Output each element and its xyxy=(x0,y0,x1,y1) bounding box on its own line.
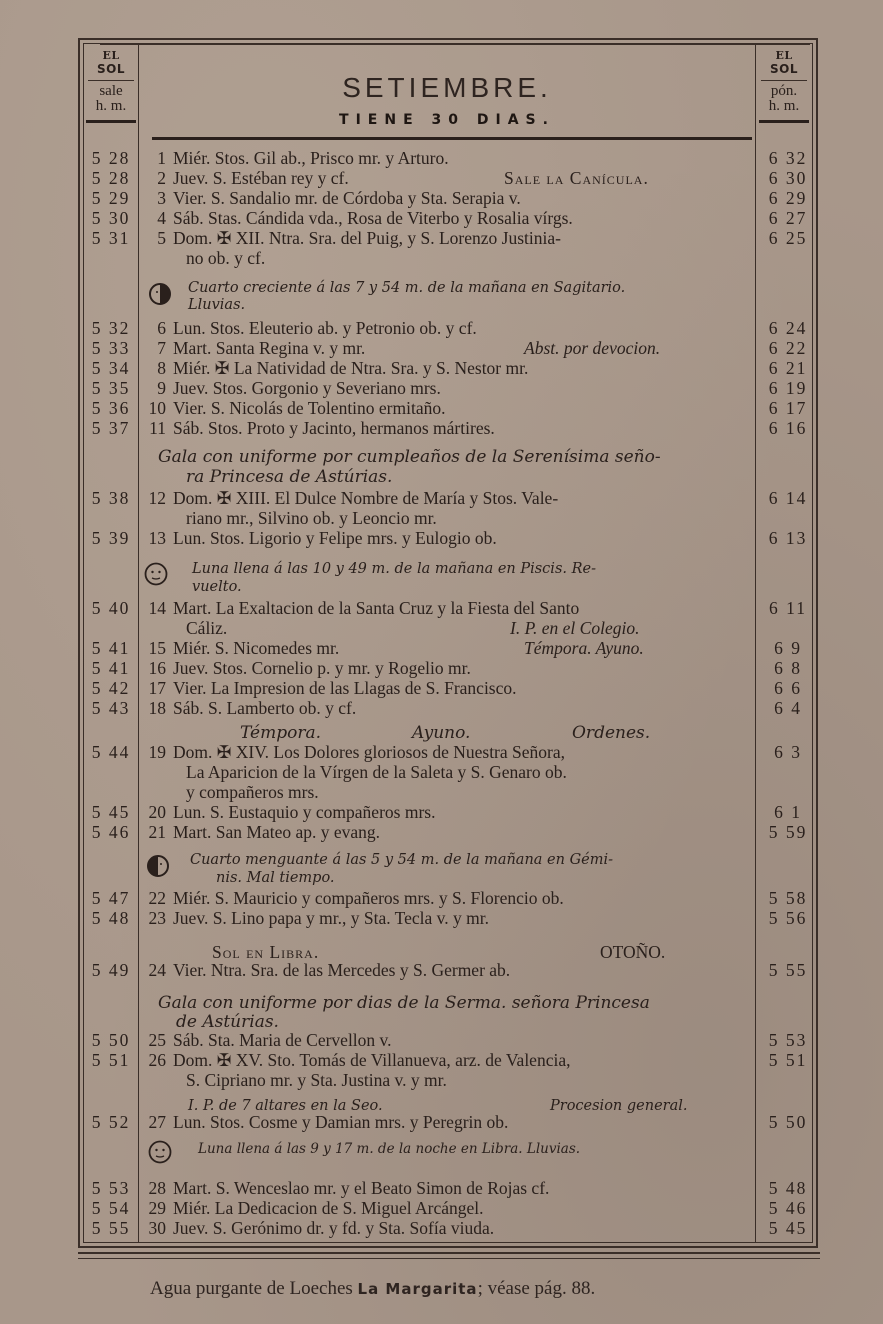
sunrise-time: 5 54 xyxy=(91,1198,131,1218)
ordenes-note: Ordenes. xyxy=(572,723,651,743)
sunset-time: 6 11 xyxy=(769,598,807,618)
day-saints: Lun. Stos. Eleuterio ab. y Petronio ob. y cf. xyxy=(173,318,477,338)
sunset-time: 6 6 xyxy=(774,678,802,698)
sunrise-time: 5 30 xyxy=(91,208,131,228)
moon-note-line2: Lluvias. xyxy=(188,297,246,313)
day-saints: Miér. ✠ La Natividad de Ntra. Sra. y S. Nestor mr. xyxy=(173,358,529,378)
footer-post: ; véase pág. 88. xyxy=(477,1278,596,1299)
moon-last-quarter-icon xyxy=(146,854,170,878)
day-saints: Mart. Santa Regina v. y mr. xyxy=(173,338,366,358)
sunset-header-rule xyxy=(761,80,807,81)
day-saints: Dom. ✠ XV. Sto. Tomás de Villanueva, arz. de Valencia, xyxy=(173,1050,571,1070)
sunrise-time: 5 45 xyxy=(91,802,131,822)
sunset-header-units: h. m. xyxy=(768,98,800,114)
day-number: 11 xyxy=(149,418,166,438)
day-saints: Juev. S. Estéban rey y cf. xyxy=(173,168,349,188)
day-saints: Vier. Ntra. Sra. de las Mercedes y S. Germer ab. xyxy=(173,960,511,980)
sunset-time: 6 17 xyxy=(768,398,808,418)
day-row xyxy=(84,742,814,762)
day-row xyxy=(84,338,814,358)
day-saints: Miér. S. Nicomedes mr. xyxy=(173,638,340,658)
day-saints: Mart. La Exaltacion de la Santa Cruz y la Fiesta del Santo xyxy=(173,598,580,618)
footer-brand: La Margarita xyxy=(357,1280,478,1298)
sunset-header-el: EL xyxy=(775,49,793,62)
sunrise-header-thick-rule xyxy=(86,120,136,123)
day-row xyxy=(84,378,814,398)
day-row xyxy=(84,1030,814,1050)
day-row xyxy=(84,1198,814,1218)
sunrise-time: 5 28 xyxy=(91,148,131,168)
day-saints: Sáb. Stas. Cándida vda., Rosa de Viterbo y Rosalia vírgs. xyxy=(173,208,573,228)
sunset-time: 5 51 xyxy=(768,1050,808,1070)
day-row xyxy=(84,228,814,248)
sunset-header-verb: pón. xyxy=(770,83,798,99)
gala-note-line2: ra Princesa de Astúrias. xyxy=(186,467,393,487)
day-number: 29 xyxy=(148,1198,166,1218)
day-number: 14 xyxy=(148,598,166,618)
day-saints: Vier. S. Nicolás de Tolentino ermitaño. xyxy=(173,398,446,418)
day-saints-continued: La Aparicion de la Vírgen de la Saleta y S. Genaro ob. xyxy=(186,762,567,782)
day-row xyxy=(84,698,814,718)
day-row xyxy=(84,1112,814,1132)
day-row xyxy=(84,528,814,548)
sunset-time: 5 45 xyxy=(768,1218,808,1238)
full-moon-2-note: Luna llena á las 9 y 17 m. de la noche en Libra. Lluvias. xyxy=(198,1141,581,1157)
sunrise-time: 5 41 xyxy=(91,638,131,658)
day-number: 13 xyxy=(148,528,166,548)
day-saints: Dom. ✠ XIV. Los Dolores gloriosos de Nuestra Señora, xyxy=(173,742,565,762)
day-saints: Sáb. Sta. Maria de Cervellon v. xyxy=(173,1030,392,1050)
sunset-time: 5 53 xyxy=(768,1030,808,1050)
sunset-time: 5 56 xyxy=(768,908,808,928)
day-number: 20 xyxy=(148,802,166,822)
day-saints: Lun. S. Eustaquio y compañeros mrs. xyxy=(173,802,436,822)
sunrise-time: 5 34 xyxy=(91,358,131,378)
day-saints: Juev. S. Lino papa y mr., y Sta. Tecla v. y mr. xyxy=(173,908,489,928)
otono-note: OTOÑO. xyxy=(600,942,666,962)
sunrise-time: 5 28 xyxy=(91,168,131,188)
sunset-header xyxy=(757,44,811,123)
sunrise-header-sol: SOL xyxy=(97,62,125,76)
day-row xyxy=(84,168,814,188)
day-number: 24 xyxy=(148,960,166,980)
sunset-time: 6 29 xyxy=(768,188,808,208)
sunset-header-thick-rule xyxy=(759,120,809,123)
last-quarter-note-line2: nis. Mal tiempo. xyxy=(216,870,335,886)
sunrise-time: 5 31 xyxy=(91,228,131,248)
sunrise-time: 5 46 xyxy=(91,822,131,842)
footer-pre: Agua purgante de Loeches xyxy=(150,1278,358,1299)
day-saints-continued: no ob. y cf. xyxy=(186,248,266,268)
title-rule xyxy=(152,137,752,140)
month-title: SETIEMBRE. xyxy=(342,72,552,103)
sunrise-time: 5 33 xyxy=(91,338,131,358)
day-row xyxy=(84,908,814,928)
day-number: 2 xyxy=(157,168,166,188)
day-row xyxy=(84,1178,814,1198)
sunset-time: 6 19 xyxy=(768,378,808,398)
procesion-note-b: Procesion general. xyxy=(550,1098,688,1114)
day-saints: Miér. Stos. Gil ab., Prisco mr. y Arturo. xyxy=(173,148,449,168)
sunset-time: 6 16 xyxy=(768,418,808,438)
sunrise-time: 5 53 xyxy=(91,1178,131,1198)
day-number: 27 xyxy=(148,1112,166,1132)
day-saints: Miér. La Dedicacion de S. Miguel Arcángel. xyxy=(173,1198,484,1218)
sunrise-time: 5 47 xyxy=(91,888,131,908)
sunset-time: 6 24 xyxy=(768,318,808,338)
sunset-time: 5 50 xyxy=(768,1112,808,1132)
sunset-time: 5 46 xyxy=(768,1198,808,1218)
day-number: 8 xyxy=(157,358,166,378)
day-saints-continued: Cáliz. xyxy=(186,618,228,638)
day-number: 22 xyxy=(148,888,166,908)
sunset-time: 6 25 xyxy=(768,228,808,248)
day-number: 3 xyxy=(157,188,166,208)
sunset-time: 6 21 xyxy=(768,358,808,378)
day-saints: Lun. Stos. Ligorio y Felipe mrs. y Eulogio ob. xyxy=(173,528,497,548)
moon-note-line1: Cuarto creciente á las 7 y 54 m. de la mañana en Sagitario. xyxy=(188,280,626,296)
procesion-note-a: I. P. de 7 altares en la Seo. xyxy=(188,1098,383,1114)
sunset-time: 6 30 xyxy=(768,168,808,188)
day-saints: Mart. S. Wenceslao mr. y el Beato Simon de Rojas cf. xyxy=(173,1178,550,1198)
sunrise-time: 5 35 xyxy=(91,378,131,398)
day-row xyxy=(84,208,814,228)
day-saints: Mart. San Mateo ap. y evang. xyxy=(173,822,381,842)
sunrise-time: 5 42 xyxy=(91,678,131,698)
day-row xyxy=(84,188,814,208)
day-number: 12 xyxy=(148,488,166,508)
full-moon-face-icon xyxy=(144,562,168,586)
day-number: 17 xyxy=(148,678,166,698)
full-moon-face-icon xyxy=(148,1140,172,1164)
day-number: 1 xyxy=(157,148,166,168)
day-aside: Sale la Canícula. xyxy=(504,168,649,188)
sunrise-time: 5 49 xyxy=(91,960,131,980)
day-number: 5 xyxy=(157,228,166,248)
day-number: 21 xyxy=(148,822,166,842)
sunset-time: 5 48 xyxy=(768,1178,808,1198)
day-row xyxy=(84,398,814,418)
day-row xyxy=(84,358,814,378)
day-saints: Juev. Stos. Gorgonio y Severiano mrs. xyxy=(173,378,441,398)
sunrise-time: 5 40 xyxy=(91,598,131,618)
sunrise-time: 5 37 xyxy=(91,418,131,438)
days-count-subtitle: TIENE 30 DIAS. xyxy=(339,112,555,128)
day-row xyxy=(84,598,814,618)
day-saints-continued: S. Cipriano mr. y Sta. Justina v. y mr. xyxy=(186,1070,447,1090)
day-number: 15 xyxy=(148,638,166,658)
day-row xyxy=(84,960,814,980)
moon-first-quarter-icon xyxy=(148,282,172,306)
day-aside: Témpora. Ayuno. xyxy=(524,638,644,658)
sunset-time: 6 14 xyxy=(768,488,808,508)
day-number: 9 xyxy=(157,378,166,398)
day-row xyxy=(84,822,814,842)
day-number: 30 xyxy=(148,1218,166,1238)
sunrise-time: 5 44 xyxy=(91,742,131,762)
day-number: 23 xyxy=(148,908,166,928)
day-saints: Dom. ✠ XIII. El Dulce Nombre de María y Stos. Vale- xyxy=(173,488,559,508)
day-saints: Miér. S. Mauricio y compañeros mrs. y S. Florencio ob. xyxy=(173,888,564,908)
day-number: 19 xyxy=(148,742,166,762)
day-number: 6 xyxy=(157,318,166,338)
day-saints-continued: riano mr., Silvino ob. y Leoncio mr. xyxy=(186,508,437,528)
day-saints: Sáb. Stos. Proto y Jacinto, hermanos mártires. xyxy=(173,418,495,438)
tempora-note: Témpora. xyxy=(240,723,321,743)
sunset-time: 5 55 xyxy=(768,960,808,980)
day-row xyxy=(84,1218,814,1238)
gala-2-note-line2: de Astúrias. xyxy=(176,1012,279,1032)
day-number: 26 xyxy=(148,1050,166,1070)
sunrise-time: 5 39 xyxy=(91,528,131,548)
sunset-time: 6 3 xyxy=(774,742,802,762)
gala-note-line1: Gala con uniforme por cumpleaños de la Serenísima seño- xyxy=(158,447,661,467)
day-row xyxy=(84,888,814,908)
last-quarter-note-line1: Cuarto menguante á las 5 y 54 m. de la mañana en Gémi- xyxy=(190,852,614,868)
sunrise-time: 5 55 xyxy=(91,1218,131,1238)
sunset-time: 6 13 xyxy=(768,528,808,548)
day-saints: Vier. La Impresion de las Llagas de S. Francisco. xyxy=(173,678,517,698)
sunrise-time: 5 32 xyxy=(91,318,131,338)
day-row xyxy=(84,488,814,508)
sunset-time: 6 4 xyxy=(774,698,802,718)
sunrise-time: 5 36 xyxy=(91,398,131,418)
sunset-time: 6 9 xyxy=(774,638,802,658)
footer-advert xyxy=(150,1278,595,1300)
day-row xyxy=(84,638,814,658)
sunset-time: 6 22 xyxy=(768,338,808,358)
sunset-time: 6 8 xyxy=(774,658,802,678)
sol-en-libra-note: Sol en Libra. xyxy=(212,942,320,962)
sunset-header-sol: SOL xyxy=(770,62,798,76)
sunrise-header-rule xyxy=(88,80,134,81)
sunrise-time: 5 52 xyxy=(91,1112,131,1132)
sunset-time: 6 27 xyxy=(768,208,808,228)
day-saints: Dom. ✠ XII. Ntra. Sra. del Puig, y S. Lorenzo Justinia- xyxy=(173,228,561,248)
day-row xyxy=(84,418,814,438)
sunrise-time: 5 38 xyxy=(91,488,131,508)
sunrise-time: 5 41 xyxy=(91,658,131,678)
day-saints: Lun. Stos. Cosme y Damian mrs. y Peregrin ob. xyxy=(173,1112,509,1132)
day-row xyxy=(84,658,814,678)
day-number: 4 xyxy=(157,208,166,228)
day-number: 18 xyxy=(148,698,166,718)
day-row xyxy=(84,678,814,698)
day-number: 16 xyxy=(148,658,166,678)
day-row xyxy=(84,802,814,822)
top-rule xyxy=(100,44,810,45)
sunrise-time: 5 43 xyxy=(91,698,131,718)
day-number: 28 xyxy=(148,1178,166,1198)
day-number: 10 xyxy=(148,398,166,418)
sunrise-time: 5 50 xyxy=(91,1030,131,1050)
day-saints: Juev. Stos. Cornelio p. y mr. y Rogelio mr. xyxy=(173,658,471,678)
day-aside: Abst. por devocion. xyxy=(524,338,661,358)
gala-2-note-line1: Gala con uniforme por dias de la Serma. señora Princesa xyxy=(158,993,650,1013)
sunset-time: 5 59 xyxy=(768,822,808,842)
day-row xyxy=(84,148,814,168)
day-saints: Vier. S. Sandalio mr. de Córdoba y Sta. Serapia v. xyxy=(173,188,521,208)
sunrise-header-units: h. m. xyxy=(95,98,127,114)
day-saints-continued-2: y compañeros mrs. xyxy=(186,782,319,802)
sunset-time: 6 1 xyxy=(774,802,802,822)
sunset-time: 5 58 xyxy=(768,888,808,908)
full-moon-note-line2: vuelto. xyxy=(192,579,242,595)
day-row xyxy=(84,1050,814,1070)
day-aside-continued: I. P. en el Colegio. xyxy=(510,618,640,638)
day-saints: Juev. S. Gerónimo dr. y fd. y Sta. Sofía viuda. xyxy=(173,1218,495,1238)
ayuno-note: Ayuno. xyxy=(412,723,471,743)
full-moon-note-line1: Luna llena á las 10 y 49 m. de la mañana en Piscis. Re- xyxy=(192,561,596,577)
day-number: 25 xyxy=(148,1030,166,1050)
frame-bottom-rule xyxy=(78,1252,820,1259)
sunrise-header-verb: sale xyxy=(99,83,123,99)
sunrise-time: 5 48 xyxy=(91,908,131,928)
sunrise-time: 5 29 xyxy=(91,188,131,208)
day-saints: Sáb. S. Lamberto ob. y cf. xyxy=(173,698,357,718)
sunrise-time: 5 51 xyxy=(91,1050,131,1070)
day-number: 7 xyxy=(157,338,166,358)
sunrise-header xyxy=(84,44,138,123)
sunset-time: 6 32 xyxy=(768,148,808,168)
sunrise-header-el: EL xyxy=(102,49,120,62)
day-row xyxy=(84,318,814,338)
